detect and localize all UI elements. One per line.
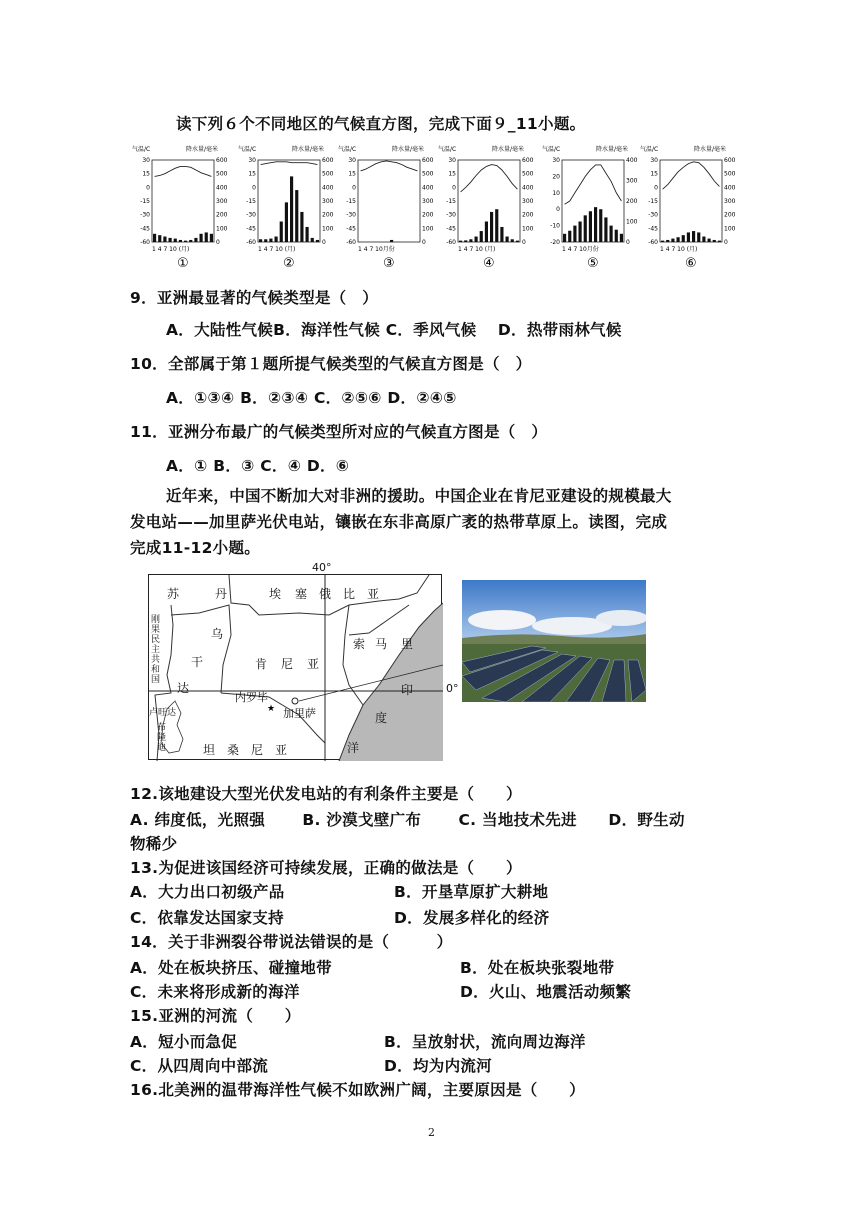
rain-bar <box>205 232 208 242</box>
rain-bar <box>718 241 721 242</box>
rain-tick-label: 100 <box>422 225 434 233</box>
rain-bar <box>485 222 488 243</box>
q16-stem: 16.北美洲的温带海洋性气候不如欧洲广阔，主要原因是（ ） <box>130 1081 585 1099</box>
rain-tick-label: 400 <box>626 157 638 164</box>
month-axis-label: 1 4 7 10 (月) <box>458 246 496 253</box>
rain-axis-title: 降水量/毫米 <box>596 146 629 153</box>
temp-tick-label: -30 <box>140 211 150 219</box>
map-label-rwanda: 卢旺达 <box>149 708 177 718</box>
map-label-gan: 干 <box>191 655 204 669</box>
rain-bar <box>495 209 498 242</box>
chart-number-label: ③ <box>383 256 395 271</box>
chart-number-label: ⑥ <box>685 256 697 271</box>
rain-bar <box>390 240 393 242</box>
climate-chart-2-svg <box>236 142 342 272</box>
temp-tick-label: -45 <box>140 225 150 233</box>
rain-tick-label: 300 <box>322 198 334 205</box>
temp-tick-label: 30 <box>650 157 658 164</box>
month-axis-label: 1 4 7 10 (月) <box>258 246 296 253</box>
temp-tick-label: 0 <box>452 184 456 192</box>
rain-axis-title: 降水量/毫米 <box>392 146 425 153</box>
rain-bar <box>200 234 203 242</box>
temp-tick-label: -15 <box>648 198 658 205</box>
rain-bar <box>697 232 700 242</box>
temp-axis-title: 气温/C <box>238 146 257 153</box>
month-axis-label: 1 4 7 10 (月) <box>660 246 698 253</box>
temp-tick-label: 30 <box>552 157 560 164</box>
q13-option-d: D．发展多样化的经济 <box>394 909 550 927</box>
map-label-drc: 刚果民主共和国 <box>151 615 161 685</box>
rain-tick-label: 100 <box>322 225 334 233</box>
map-label-garissa: 加里萨 <box>283 707 316 720</box>
rain-tick-label: 200 <box>216 211 228 219</box>
temp-tick-label: -15 <box>346 198 356 205</box>
temp-tick-label: 0 <box>146 184 150 192</box>
map-label-ni: 尼 <box>281 657 294 671</box>
rain-tick-label: 500 <box>422 170 434 178</box>
climate-chart-2 <box>236 142 342 272</box>
q13-option-a: A．大力出口初级产品 <box>130 883 285 901</box>
map-label-yang: 洋 <box>347 741 360 755</box>
ocean-shading <box>339 603 443 761</box>
map-label-nairobi: 内罗毕 <box>235 691 268 704</box>
temp-tick-label: 15 <box>348 170 356 178</box>
rain-tick-label: 300 <box>626 177 638 185</box>
plot-frame <box>458 160 520 242</box>
rain-bar <box>264 239 267 242</box>
temp-tick-label: -30 <box>648 211 658 219</box>
temp-tick-label: -30 <box>446 211 456 219</box>
plot-frame <box>258 160 320 242</box>
map-label-yin: 印 <box>401 683 414 697</box>
temp-tick-label: 15 <box>248 170 256 178</box>
temp-tick-label: 0 <box>556 206 560 214</box>
rain-tick-label: 500 <box>322 170 334 178</box>
q10-options: A．①③④ B．②③④ C．②⑤⑥ D．②④⑤ <box>166 389 457 407</box>
rain-bar <box>184 241 187 242</box>
climate-chart-5 <box>540 142 646 272</box>
climate-chart-6-svg <box>638 142 744 272</box>
q12-stem: 12.该地建设大型光伏发电站的有利条件主要是（ ） <box>130 785 522 803</box>
q12-options-2: 物稀少 <box>130 835 178 853</box>
plot-frame <box>358 160 420 242</box>
month-axis-label: 1 4 7 10月份 <box>562 246 599 253</box>
rain-tick-label: 300 <box>724 198 736 205</box>
rain-tick-label: 200 <box>522 211 534 219</box>
rain-tick-label: 100 <box>724 225 736 233</box>
rain-bar <box>179 240 182 242</box>
map-label-tan: 坦 <box>203 743 216 757</box>
rain-bar <box>459 241 462 242</box>
temp-axis-title: 气温/C <box>132 146 151 153</box>
rain-bar <box>311 238 314 242</box>
rain-bar <box>511 239 514 242</box>
plot-frame <box>152 160 214 242</box>
rain-tick-label: 0 <box>322 239 326 246</box>
rain-bar <box>306 227 309 242</box>
border-kenya-somalia <box>343 605 366 705</box>
temp-tick-label: 0 <box>654 184 658 192</box>
climate-chart-3-svg <box>336 142 442 272</box>
temp-axis-title: 气温/C <box>640 146 659 153</box>
rain-bar <box>687 232 690 242</box>
temp-tick-label: 30 <box>142 157 150 164</box>
east-africa-map <box>148 574 442 760</box>
temp-tick-label: -15 <box>140 198 150 205</box>
map-label-burundi: 布隆迪 <box>157 723 167 753</box>
rain-tick-label: 400 <box>522 184 534 192</box>
rain-tick-label: 100 <box>216 225 228 233</box>
rain-bar <box>599 209 602 242</box>
temp-tick-label: -60 <box>346 239 356 246</box>
temp-tick-label: 30 <box>448 157 456 164</box>
rain-tick-label: 200 <box>422 211 434 219</box>
temp-tick-label: -20 <box>550 239 560 246</box>
temp-line <box>155 166 212 176</box>
rain-tick-label: 400 <box>216 184 228 192</box>
map-label-ya2: 亚 <box>307 657 320 671</box>
rain-tick-label: 400 <box>322 184 334 192</box>
rain-tick-label: 0 <box>626 239 630 246</box>
passage-line-3: 完成11-12小题。 <box>130 539 261 557</box>
map-label-suo: 索 <box>353 637 366 651</box>
temp-tick-label: -45 <box>446 225 456 233</box>
temp-tick-label: -15 <box>446 198 456 205</box>
rain-bar <box>506 237 509 242</box>
solar-photo-svg <box>462 580 646 702</box>
q9-stem: 9．亚洲最显著的气候类型是（ ） <box>130 289 379 307</box>
temp-tick-label: -45 <box>246 225 256 233</box>
climate-chart-6 <box>638 142 744 272</box>
rain-bar <box>163 237 166 242</box>
temp-tick-label: -15 <box>246 198 256 205</box>
temp-tick-label: 15 <box>448 170 456 178</box>
month-axis-label: 1 4 7 10 (月) <box>152 246 190 253</box>
temp-tick-label: 15 <box>142 170 150 178</box>
temp-tick-label: 30 <box>248 157 256 164</box>
solar-farm-photo <box>462 580 646 702</box>
climate-chart-1 <box>130 142 236 272</box>
q14-option-a: A．处在板块挤压、碰撞地带 <box>130 959 332 977</box>
temp-tick-label: -60 <box>140 239 150 246</box>
map-label-sai: 塞 <box>295 587 308 601</box>
nairobi-star: ★ <box>267 704 276 714</box>
rain-bar <box>210 234 213 242</box>
map-label-da: 达 <box>177 681 190 695</box>
rain-bar <box>620 234 623 242</box>
rain-tick-label: 400 <box>724 184 736 192</box>
map-label-ai: 埃 <box>269 587 282 601</box>
map-lat-label: 0° <box>446 682 459 695</box>
q11-stem: 11．亚洲分布最广的气候类型所对应的气候直方图是（ ） <box>130 423 548 441</box>
climate-chart-3 <box>336 142 442 272</box>
rain-bar <box>677 237 680 242</box>
temp-tick-label: -60 <box>648 239 658 246</box>
rain-bar <box>563 234 566 242</box>
temp-tick-label: -30 <box>246 211 256 219</box>
rain-bar <box>671 239 674 242</box>
climate-chart-4 <box>436 142 542 272</box>
rain-axis-title: 降水量/毫米 <box>492 146 525 153</box>
rain-bar <box>295 190 298 242</box>
rain-bar <box>702 237 705 242</box>
rain-bar <box>285 202 288 242</box>
rain-bar <box>174 239 177 242</box>
chart-number-label: ② <box>283 256 295 271</box>
temp-tick-label: -45 <box>648 225 658 233</box>
rain-tick-label: 500 <box>724 170 736 178</box>
rain-tick-label: 600 <box>422 157 434 164</box>
temp-axis-title: 气温/C <box>338 146 357 153</box>
rain-bar <box>480 231 483 242</box>
plot-frame <box>660 160 722 242</box>
chart-number-label: ⑤ <box>587 256 599 271</box>
map-label-ya3: 亚 <box>275 743 288 757</box>
rain-tick-label: 600 <box>216 157 228 164</box>
climate-chart-5-svg <box>540 142 646 272</box>
rain-bar <box>189 240 192 242</box>
rain-tick-label: 200 <box>724 211 736 219</box>
rain-tick-label: 0 <box>216 239 220 246</box>
q11-options: A．① B．③ C．④ D．⑥ <box>166 457 350 475</box>
temp-tick-label: 0 <box>252 184 256 192</box>
page-number: 2 <box>428 1126 435 1139</box>
rain-tick-label: 100 <box>522 225 534 233</box>
q13-option-c: C．依靠发达国家支持 <box>130 909 284 927</box>
rain-tick-label: 400 <box>422 184 434 192</box>
temp-tick-label: -30 <box>346 211 356 219</box>
q15-option-d: D．均为内流河 <box>384 1057 492 1075</box>
rain-tick-label: 500 <box>522 170 534 178</box>
rain-bar <box>713 240 716 242</box>
q12-options-1: A. 纬度低，光照强 B. 沙漠戈壁广布 C. 当地技术先进 D．野生动 <box>130 811 685 829</box>
rain-bar <box>594 207 597 242</box>
rain-tick-label: 100 <box>626 218 638 226</box>
rain-bar <box>666 240 669 242</box>
temp-tick-label: 0 <box>352 184 356 192</box>
rain-bar <box>316 240 319 242</box>
q15-option-c: C．从四周向中部流 <box>130 1057 269 1075</box>
rain-bar <box>682 235 685 242</box>
rain-bar <box>194 238 197 242</box>
rain-bar <box>604 217 607 242</box>
rain-bar <box>153 234 156 242</box>
rain-bar <box>169 238 172 242</box>
temp-tick-label: -60 <box>446 239 456 246</box>
q14-option-b: B．处在板块张裂地带 <box>460 959 615 977</box>
map-label-e: 俄 <box>319 587 332 601</box>
month-axis-label: 1 4 7 10月份 <box>358 246 395 253</box>
rain-axis-title: 降水量/毫米 <box>694 146 727 153</box>
temp-tick-label: 10 <box>552 189 560 197</box>
q14-option-c: C．未来将形成新的海洋 <box>130 983 300 1001</box>
q13-option-b: B．开垦草原扩大耕地 <box>394 883 549 901</box>
q15-option-b: B．呈放射状，流向周边海洋 <box>384 1033 586 1051</box>
temp-line <box>461 165 518 192</box>
rain-bar <box>280 222 283 243</box>
q13-stem: 13.为促进该国经济可持续发展，正确的做法是（ ） <box>130 859 522 877</box>
q14-option-d: D．火山、地震活动频繁 <box>460 983 632 1001</box>
q14-stem: 14．关于非洲裂谷带说法错误的是（ ） <box>130 933 453 951</box>
rain-bar <box>573 226 576 242</box>
rain-tick-label: 0 <box>422 239 426 246</box>
rain-bar <box>259 239 262 242</box>
temp-tick-label: -45 <box>346 225 356 233</box>
rain-bar <box>475 237 478 242</box>
intro-text: 读下列６个不同地区的气候直方图，完成下面９_11小题。 <box>176 115 586 133</box>
climate-chart-1-svg <box>130 142 236 272</box>
rain-tick-label: 600 <box>724 157 736 164</box>
q9-options: A．大陆性气候B．海洋性气候 C．季风气候 D．热带雨林气候 <box>166 321 622 339</box>
map-lon-label: 40° <box>312 561 332 574</box>
map-label-wu: 乌 <box>211 627 224 641</box>
map-label-su: 苏 <box>167 587 180 601</box>
temp-tick-label: 15 <box>650 170 658 178</box>
rain-bar <box>490 212 493 242</box>
rain-tick-label: 200 <box>626 198 638 205</box>
rain-bar <box>615 230 618 242</box>
temp-tick-label: -10 <box>550 222 560 230</box>
q15-option-a: A．短小而急促 <box>130 1033 238 1051</box>
rain-bar <box>500 227 503 242</box>
temp-line <box>361 161 418 171</box>
rain-bar <box>300 212 303 242</box>
rain-bar <box>158 235 161 242</box>
somalia-ethiopia <box>349 605 409 635</box>
temp-line <box>663 162 720 189</box>
q10-stem: 10．全部属于第１题所提气候类型的气候直方图是（ ） <box>130 355 532 373</box>
rain-tick-label: 200 <box>322 211 334 219</box>
temp-axis-title: 气温/C <box>542 146 561 153</box>
map-label-dan: 丹 <box>215 587 228 601</box>
rain-axis-title: 降水量/毫米 <box>186 146 219 153</box>
rain-bar <box>516 241 519 242</box>
rain-bar <box>584 215 587 242</box>
rain-tick-label: 600 <box>522 157 534 164</box>
rain-bar <box>579 222 582 243</box>
map-label-bi: 比 <box>343 587 356 601</box>
chart-number-label: ① <box>177 256 189 271</box>
temp-axis-title: 气温/C <box>438 146 457 153</box>
climate-chart-4-svg <box>436 142 542 272</box>
rain-tick-label: 0 <box>522 239 526 246</box>
rain-tick-label: 0 <box>724 239 728 246</box>
rain-bar <box>661 241 664 242</box>
temp-tick-label: 30 <box>348 157 356 164</box>
rain-bar <box>290 176 293 242</box>
rain-bar <box>464 240 467 242</box>
map-label-sang: 桑 <box>227 743 240 757</box>
rain-bar <box>610 226 613 242</box>
q15-stem: 15.亚洲的河流（ ） <box>130 1007 301 1025</box>
temp-tick-label: -60 <box>246 239 256 246</box>
map-label-ken: 肯 <box>255 657 268 671</box>
rain-bar <box>708 239 711 242</box>
temp-tick-label: 20 <box>552 173 560 181</box>
passage-line-1: 近年来，中国不断加大对非洲的援助。中国企业在肯尼亚建设的规模最大 <box>166 487 672 505</box>
rain-tick-label: 500 <box>216 170 228 178</box>
temp-line <box>565 165 622 204</box>
rain-bar <box>692 231 695 242</box>
garissa-marker <box>292 698 298 704</box>
rain-tick-label: 300 <box>422 198 434 205</box>
passage-line-2: 发电站——加里萨光伏电站，镶嵌在东非高原广袤的热带草原上。读图，完成 <box>130 513 668 531</box>
rain-bar <box>469 239 472 242</box>
map-label-ya1: 亚 <box>367 587 380 601</box>
rain-bar <box>568 231 571 242</box>
map-label-li: 里 <box>401 637 414 651</box>
rain-axis-title: 降水量/毫米 <box>292 146 325 153</box>
temp-line <box>261 162 318 165</box>
map-label-du: 度 <box>375 711 388 725</box>
map-label-ma: 马 <box>375 637 388 651</box>
rain-bar <box>269 239 272 242</box>
rain-tick-label: 600 <box>322 157 334 164</box>
rain-tick-label: 300 <box>522 198 534 205</box>
rain-bar <box>275 237 278 242</box>
chart-number-label: ④ <box>483 256 495 271</box>
map-label-ni2: 尼 <box>251 743 264 757</box>
rain-bar <box>589 211 592 242</box>
rain-tick-label: 300 <box>216 198 228 205</box>
